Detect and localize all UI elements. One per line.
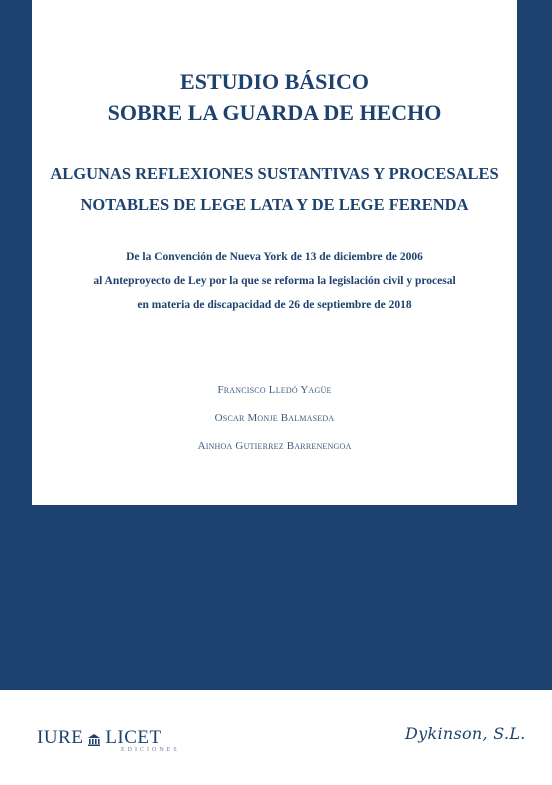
dykinson-logo: Dykinson, S.L. (405, 724, 526, 743)
book-title-line: SOBRE LA GUARDA DE HECHO (107, 100, 442, 125)
book-title (32, 66, 517, 128)
book-subtitle-line: ALGUNAS REFLEXIONES SUSTANTIVAS Y PROCESALES (50, 164, 499, 183)
author-list (32, 376, 517, 460)
book-subtitle (32, 158, 517, 220)
logo-text-part2: LICET (105, 727, 162, 748)
book-subtitle-line: NOTABLES DE LEGE LATA Y DE LEGE FERENDA (80, 195, 469, 214)
book-description (32, 245, 517, 317)
title-panel (32, 0, 517, 505)
logo-subtext: EDICIONES (121, 747, 180, 753)
book-description-line: De la Convención de Nueva York de 13 de diciembre de 2006 (126, 251, 423, 263)
building-emblem-icon (87, 731, 101, 745)
book-description-line: al Anteproyecto de Ley por la que se reforma la legislación civil y procesal (93, 275, 456, 287)
iure-licet-logo (37, 725, 180, 753)
author-name: Ainhoa Gutierrez Barrenengoa (197, 440, 352, 452)
author-name: Francisco Lledó Yagüe (217, 384, 332, 396)
book-title-line: ESTUDIO BÁSICO (180, 69, 369, 94)
book-description-line: en materia de discapacidad de 26 de septiembre de 2018 (137, 299, 412, 311)
logo-text-part1: IURE (37, 727, 84, 748)
author-name: Oscar Monje Balmaseda (214, 412, 335, 424)
